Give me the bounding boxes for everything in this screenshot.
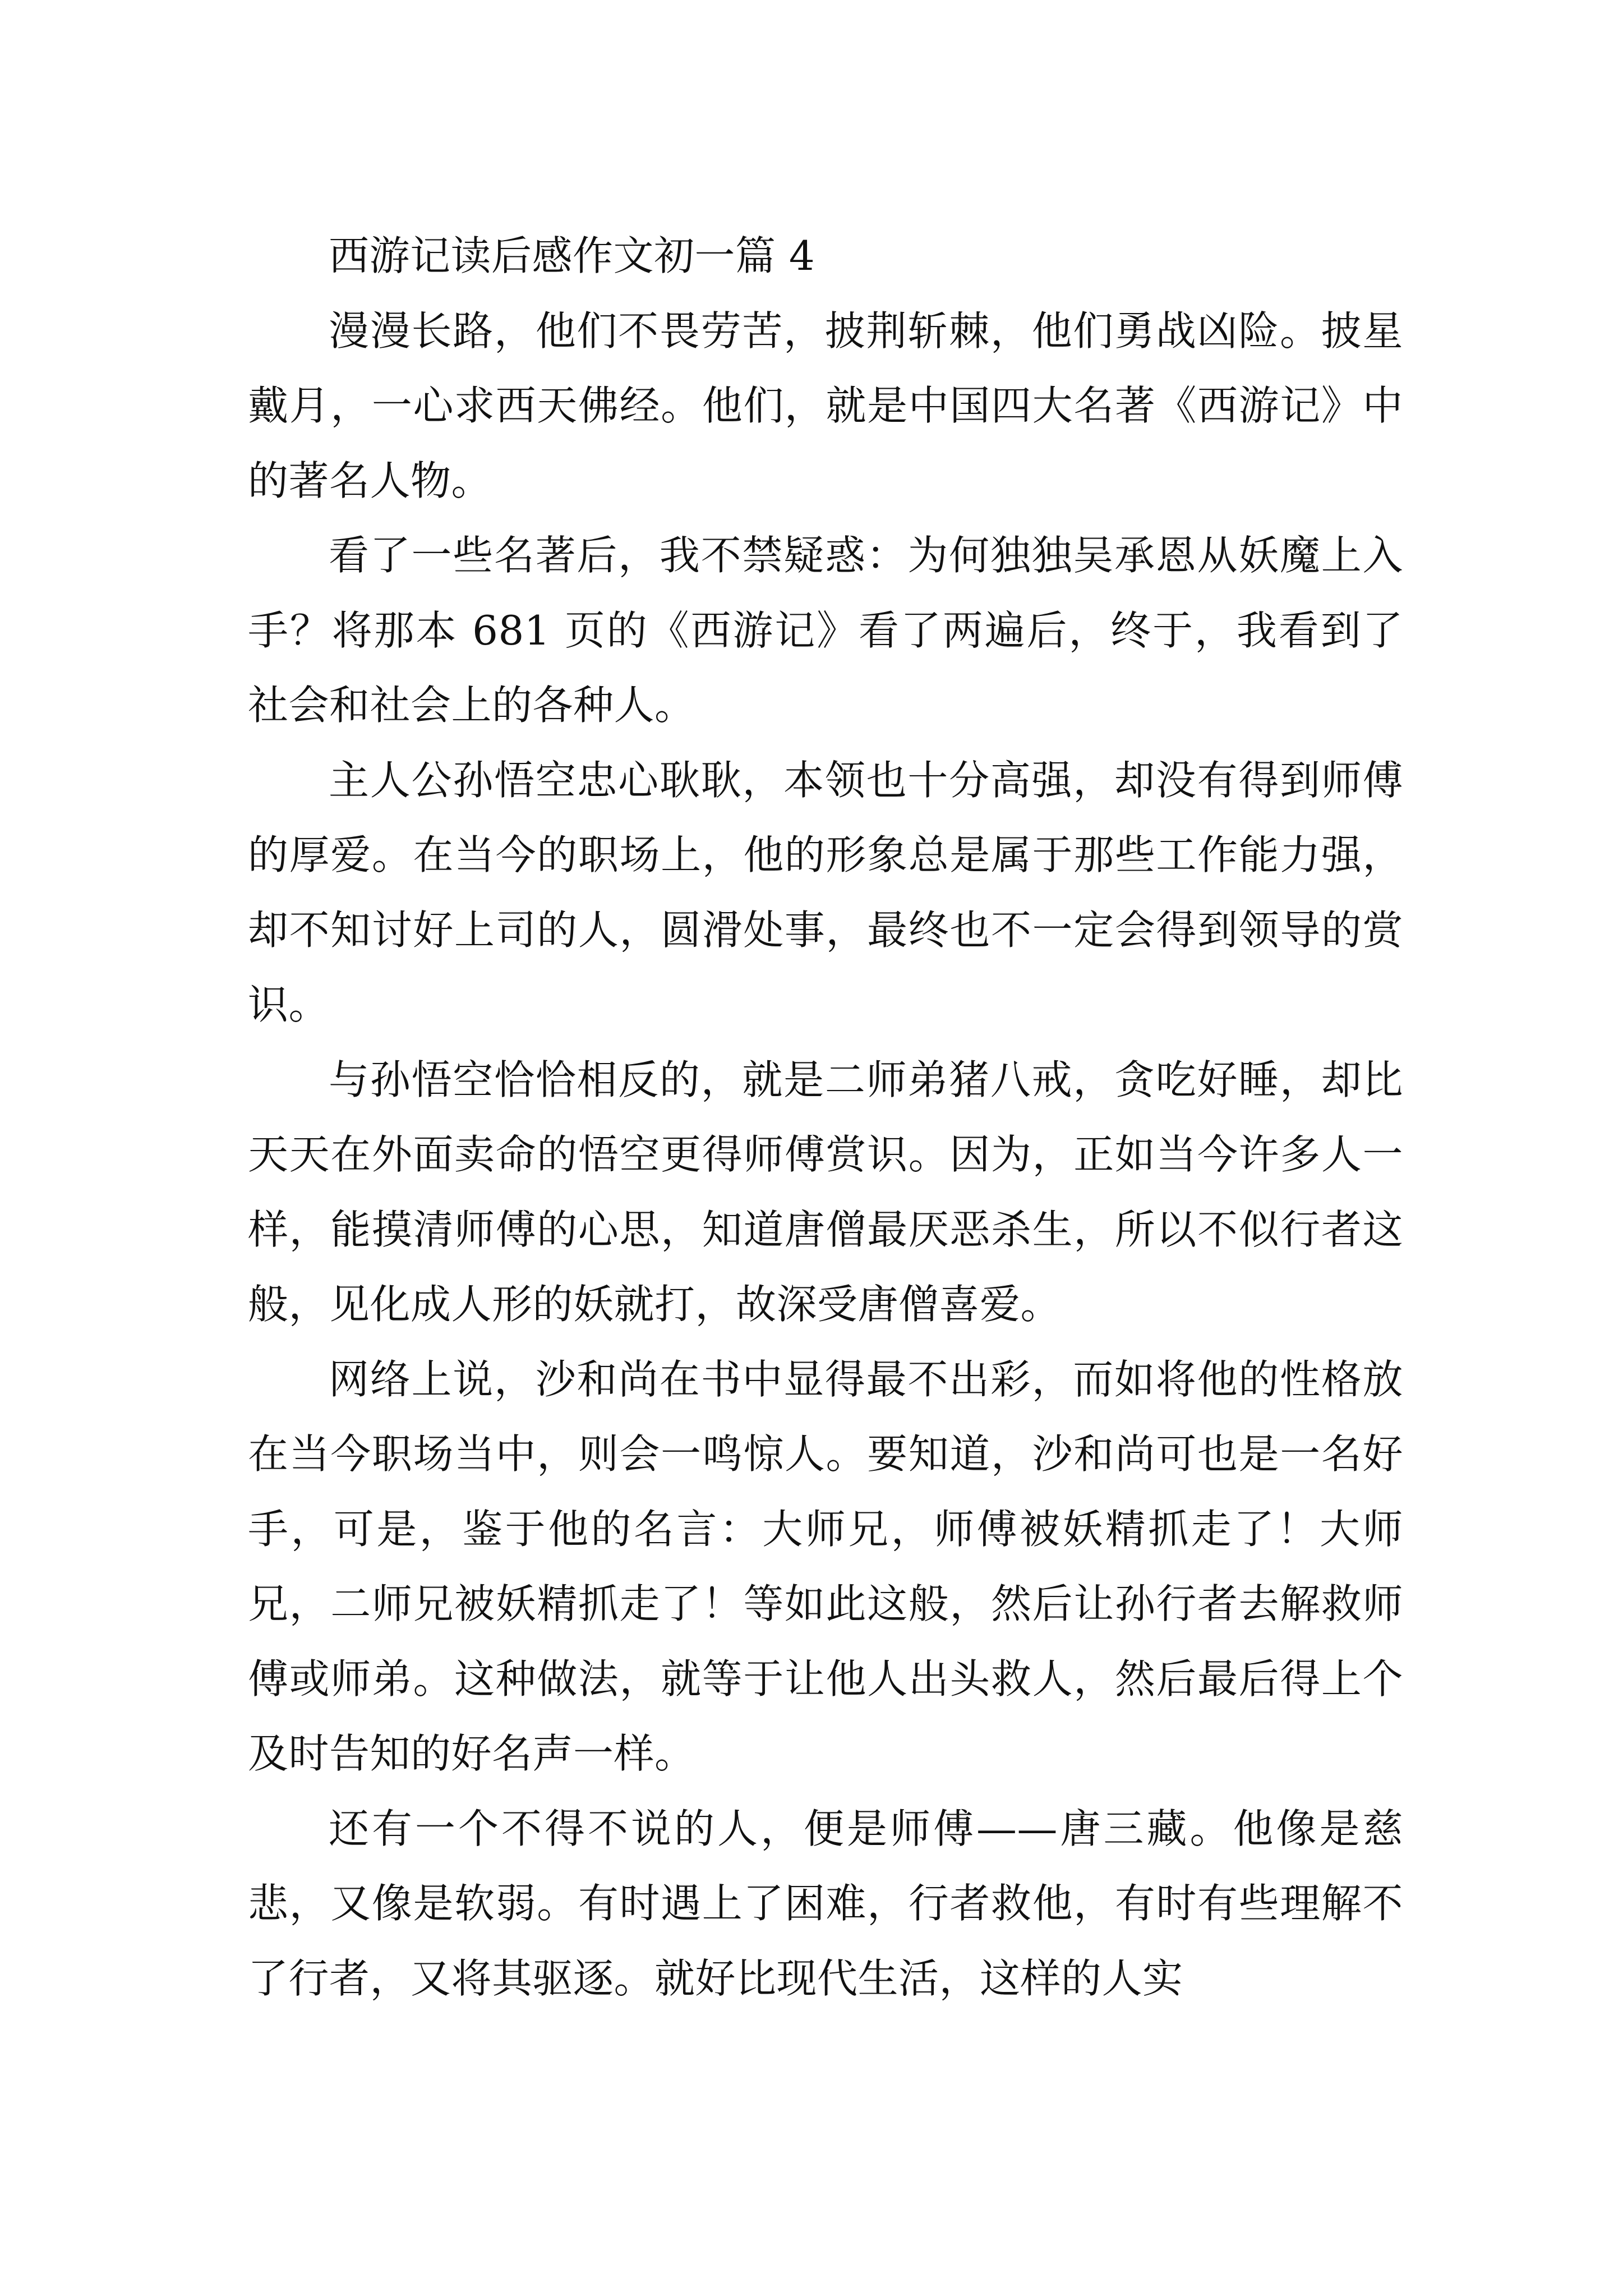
paragraph: 与孙悟空恰恰相反的，就是二师弟猪八戒，贪吃好睡，却比天天在外面卖命的悟空更得师傅赏识。因为，正如当今许多人一样，能摸清师傅的心思，知道唐僧最厌恶杀生，所以不似行者这般，见化成人形的妖就打，故深受唐僧喜爱。	[248, 1056, 1403, 1328]
paragraph: 漫漫长路，他们不畏劳苦，披荆斩棘，他们勇战凶险。披星戴月，一心求西天佛经。他们，就是中国四大名著《西游记》中的著名人物。	[248, 307, 1403, 504]
document-title: 西游记读后感作文初一篇 4	[329, 232, 815, 279]
document-body	[248, 219, 1403, 2016]
paragraph: 网络上说，沙和尚在书中显得最不出彩，而如将他的性格放在当今职场当中，则会一鸣惊人。要知道，沙和尚可也是一名好手，可是，鉴于他的名言：大师兄，师傅被妖精抓走了！大师兄，二师兄被妖精抓走了！等如此这般，然后让孙行者去解救师傅或师弟。这种做法，就等于让他人出头救人，然后最后得上个及时告知的好名声一样。	[248, 1355, 1403, 1777]
paragraph: 主人公孙悟空忠心耿耿，本领也十分高强，却没有得到师傅的厚爱。在当今的职场上，他的形象总是属于那些工作能力强，却不知讨好上司的人，圆滑处事，最终也不一定会得到领导的赏识。	[248, 756, 1403, 1028]
paragraph: 看了一些名著后，我不禁疑惑：为何独独吴承恩从妖魔上入手？将那本 681 页的《西游记》看了两遍后，终于，我看到了社会和社会上的各种人。	[248, 532, 1403, 729]
paragraph: 还有一个不得不说的人，便是师傅——唐三藏。他像是慈悲，又像是软弱。有时遇上了困难，行者救他，有时有些理解不了行者，又将其驱逐。就好比现代生活，这样的人实	[248, 1805, 1403, 2002]
